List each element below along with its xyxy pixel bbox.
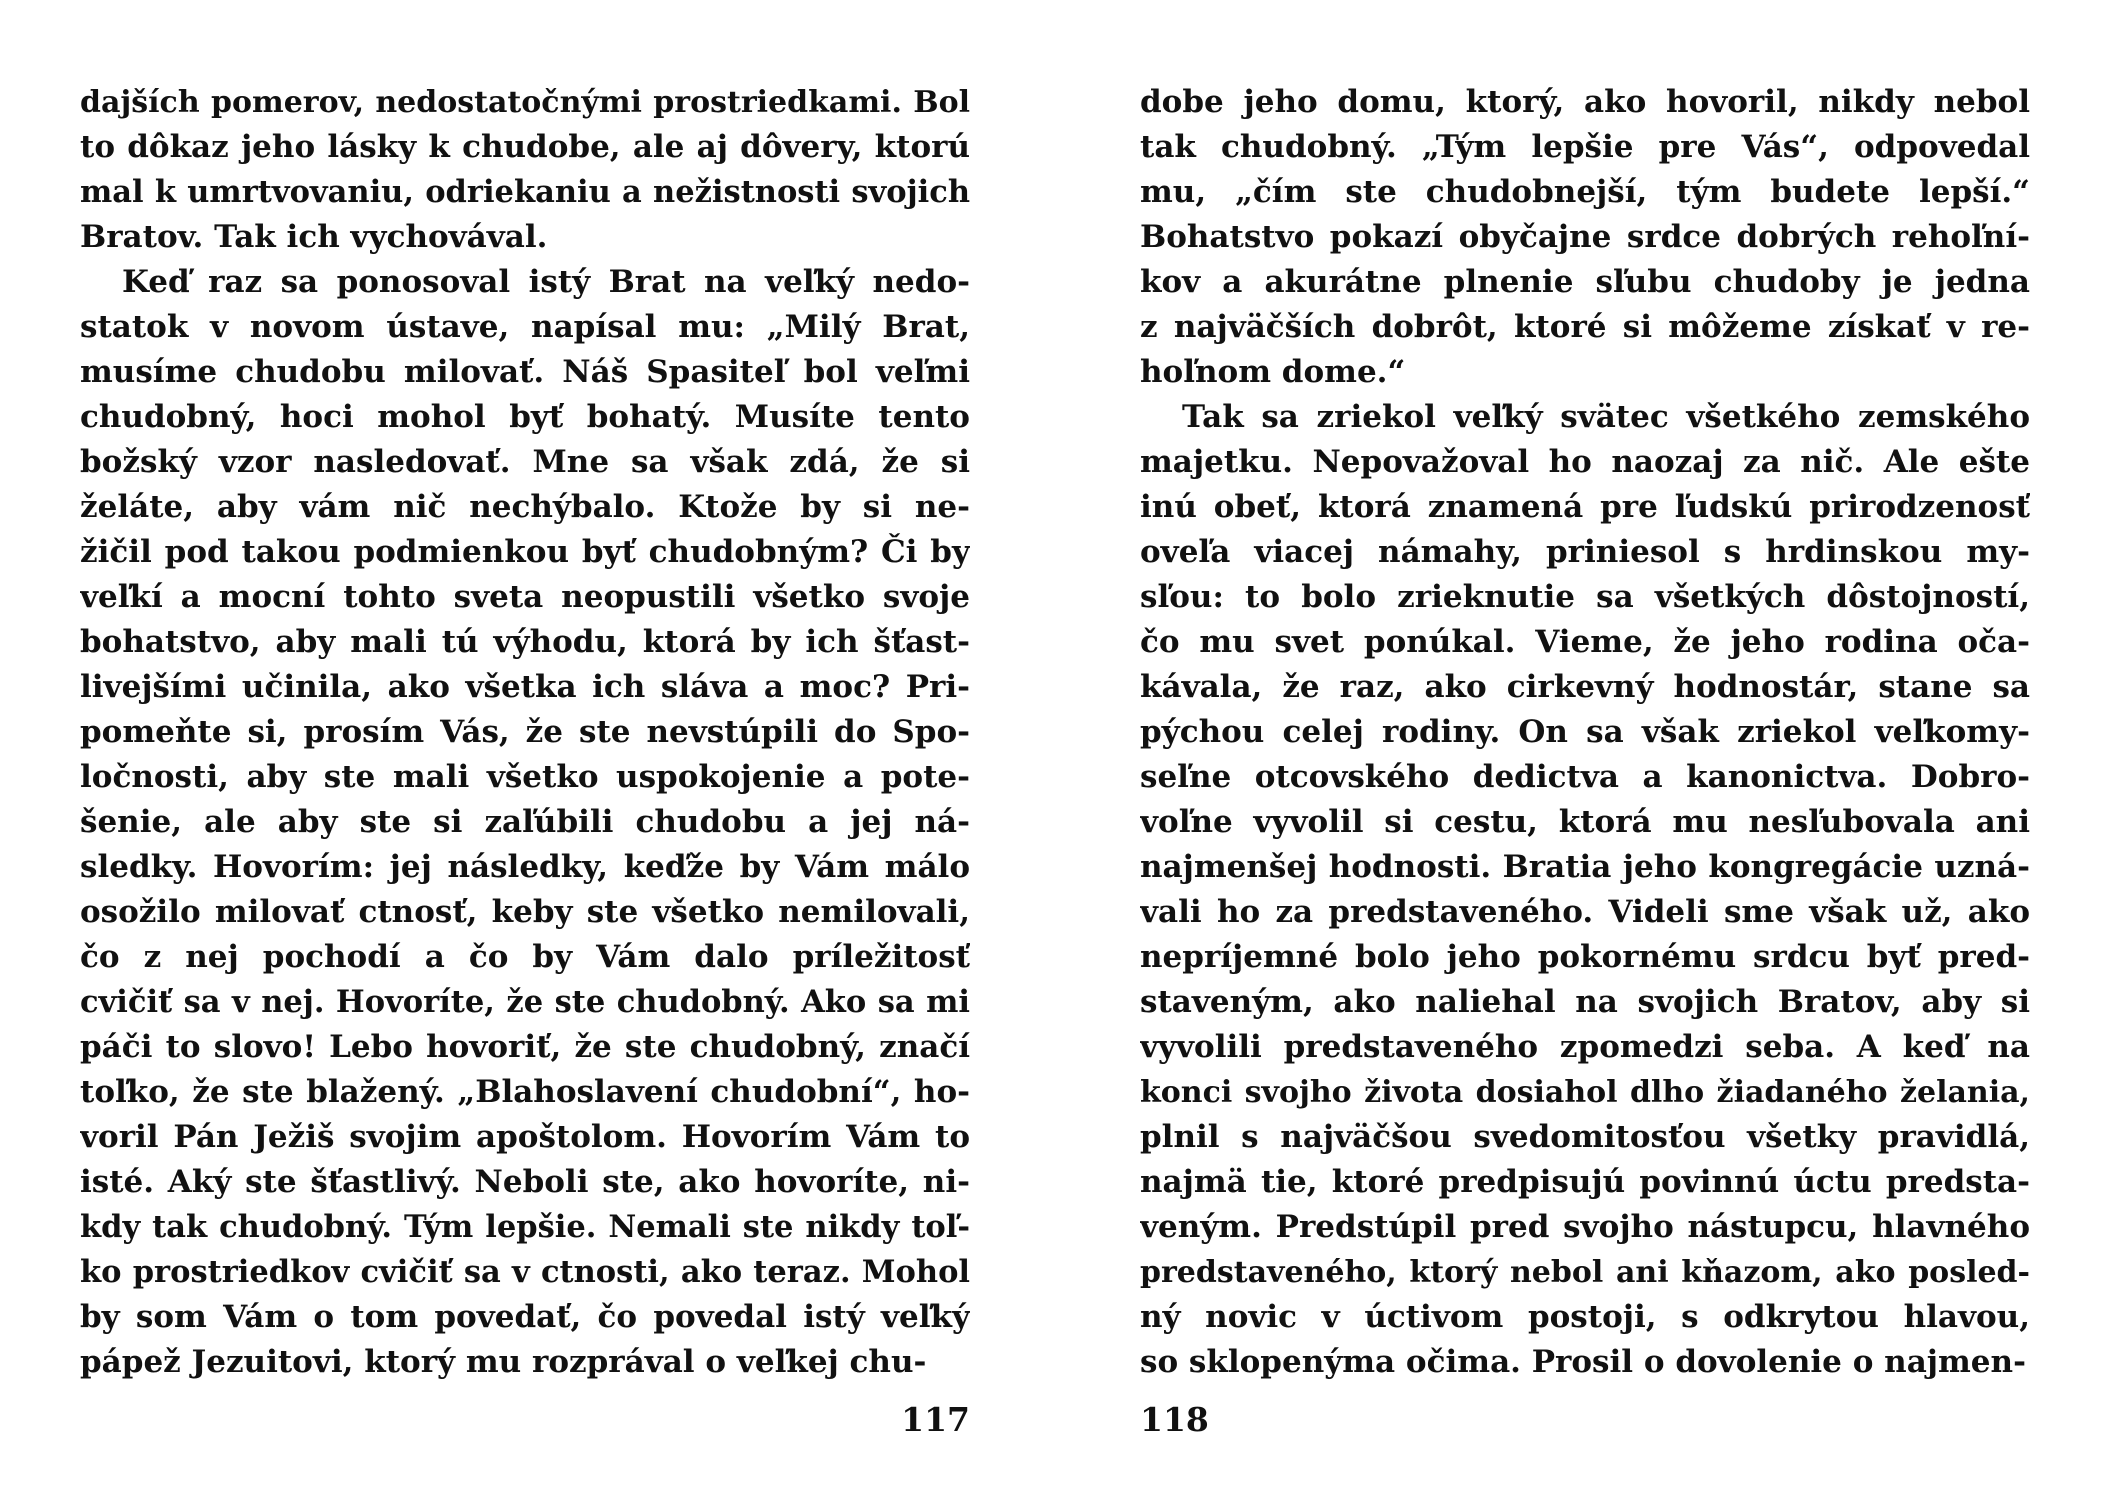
text-line: kdy tak chudobný. Tým lepšie. Nemali ste nikdy toľ-	[80, 1209, 970, 1245]
text-line: voril Pán Ježiš svojim apoštolom. Hovorím Vám to	[80, 1119, 970, 1155]
text-line: mal k umrtvovaniu, odriekaniu a nežistnosti svojich	[80, 174, 970, 210]
text-line: livejšími učinila, ako všetka ich sláva a moc? Pri-	[80, 669, 970, 705]
text-line: cvičiť sa v nej. Hovoríte, že ste chudobný. Ako sa mi	[80, 984, 970, 1020]
text-line: konci svojho života dosiahol dlho žiadaného želania,	[1140, 1075, 2030, 1110]
text-line: bohatstvo, aby mali tú výhodu, ktorá by ich šťast-	[80, 624, 970, 660]
text-line: seľne otcovského dedictva a kanonictva. Dobro-	[1140, 759, 2030, 795]
text-line: predstaveného, ktorý nebol ani kňazom, ako posled-	[1140, 1255, 2030, 1290]
text-line: by som Vám o tom povedať, čo povedal istý veľký	[80, 1299, 970, 1335]
text-line: najmenšej hodnosti. Bratia jeho kongregácie uzná-	[1140, 849, 2030, 885]
text-line: veným. Predstúpil pred svojho nástupcu, hlavného	[1140, 1209, 2030, 1245]
text-line: ločnosti, aby ste mali všetko uspokojenie a pote-	[80, 759, 970, 795]
text-line: staveným, ako naliehal na svojich Bratov, aby si	[1140, 984, 2030, 1020]
page-number-left: 117	[901, 1400, 970, 1439]
text-line: musíme chudobu milovať. Náš Spasiteľ bol veľmi	[80, 354, 970, 390]
text-line: ný novic v úctivom postoji, s odkrytou hlavou,	[1140, 1299, 2030, 1335]
text-line: čo mu svet ponúkal. Vieme, že jeho rodina oča-	[1140, 624, 2030, 660]
text-line: želáte, aby vám nič nechýbalo. Ktože by si ne-	[80, 489, 970, 525]
text-line: isté. Aký ste šťastlivý. Neboli ste, ako hovoríte, ni-	[80, 1164, 970, 1200]
page-number-right: 118	[1140, 1400, 1209, 1439]
text-line: statok v novom ústave, napísal mu: „Milý Brat,	[80, 309, 970, 345]
text-line: hoľnom dome.“	[1140, 354, 1406, 390]
text-line: voľne vyvolil si cestu, ktorá mu nesľubovala ani	[1140, 804, 2030, 840]
text-line: oveľa viacej námahy, priniesol s hrdinskou my-	[1140, 534, 2030, 570]
text-line: vali ho za predstaveného. Videli sme však už, ako	[1140, 894, 2030, 930]
text-line: tak chudobný. „Tým lepšie pre Vás“, odpovedal	[1140, 129, 2030, 165]
text-line: Bratov. Tak ich vychovával.	[80, 219, 548, 255]
text-line: pýchou celej rodiny. On sa však zriekol veľkomy-	[1140, 714, 2030, 750]
text-line: z najväčších dobrôt, ktoré si môžeme získať v re-	[1140, 309, 2030, 345]
text-line: najmä tie, ktoré predpisujú povinnú úctu predsta-	[1140, 1164, 2030, 1200]
text-line: žičil pod takou podmienkou byť chudobným? Či by	[80, 534, 970, 570]
text-line: pápež Jezuitovi, ktorý mu rozprával o veľkej chu-	[80, 1344, 927, 1380]
text-line: vyvolili predstaveného zpomedzi seba. A keď na	[1140, 1029, 2030, 1065]
text-line: majetku. Nepovažoval ho naozaj za nič. Ale ešte	[1140, 444, 2030, 480]
text-line: božský vzor nasledovať. Mne sa však zdá, že si	[80, 444, 970, 480]
text-line: sledky. Hovorím: jej následky, keďže by Vám málo	[80, 849, 970, 885]
text-line: ko prostriedkov cvičiť sa v ctnosti, ako teraz. Mohol	[80, 1254, 970, 1290]
text-line: pomeňte si, prosím Vás, že ste nevstúpili do Spo-	[80, 714, 970, 750]
text-line: chudobný, hoci mohol byť bohatý. Musíte tento	[80, 399, 970, 435]
text-line: sľou: to bolo zrieknutie sa všetkých dôstojností,	[1140, 579, 2030, 615]
left-page-text	[80, 80, 970, 1385]
text-line: nepríjemné bolo jeho pokornému srdcu byť pred-	[1140, 939, 2030, 975]
text-line: šenie, ale aby ste si zaľúbili chudobu a jej ná-	[80, 804, 970, 840]
text-line: inú obeť, ktorá znamená pre ľudskú prirodzenosť	[1140, 489, 2030, 525]
text-line: Tak sa zriekol veľký svätec všetkého zemského	[1182, 399, 2030, 435]
text-line: dobe jeho domu, ktorý, ako hovoril, nikdy nebol	[1140, 84, 2030, 120]
text-line: čo z nej pochodí a čo by Vám dalo príležitosť	[80, 939, 970, 975]
text-line: Bohatstvo pokazí obyčajne srdce dobrých rehoľní-	[1140, 219, 2030, 255]
right-page	[1140, 80, 2030, 1470]
text-line: plnil s najväčšou svedomitosťou všetky pravidlá,	[1140, 1119, 2030, 1155]
text-line: kávala, že raz, ako cirkevný hodnostár, stane sa	[1140, 669, 2030, 705]
text-line: Keď raz sa ponosoval istý Brat na veľký nedo-	[122, 264, 970, 300]
text-line: kov a akurátne plnenie sľubu chudoby je jedna	[1140, 264, 2030, 300]
text-line: osožilo milovať ctnosť, keby ste všetko nemilovali,	[80, 894, 970, 930]
text-line: páči to slovo! Lebo hovoriť, že ste chudobný, značí	[80, 1029, 970, 1065]
left-page	[80, 80, 970, 1470]
text-line: so sklopenýma očima. Prosil o dovolenie o najmen-	[1140, 1344, 2026, 1380]
text-line: mu, „čím ste chudobnejší, tým budete lepší.“	[1140, 174, 2030, 210]
text-line: to dôkaz jeho lásky k chudobe, ale aj dôvery, ktorú	[80, 129, 970, 165]
text-line: dajších pomerov, nedostatočnými prostriedkami. Bol	[80, 85, 970, 120]
text-line: toľko, že ste blažený. „Blahoslavení chudobní“, ho-	[80, 1074, 970, 1110]
right-page-text	[1140, 80, 2030, 1385]
text-line: veľkí a mocní tohto sveta neopustili všetko svoje	[80, 579, 970, 615]
